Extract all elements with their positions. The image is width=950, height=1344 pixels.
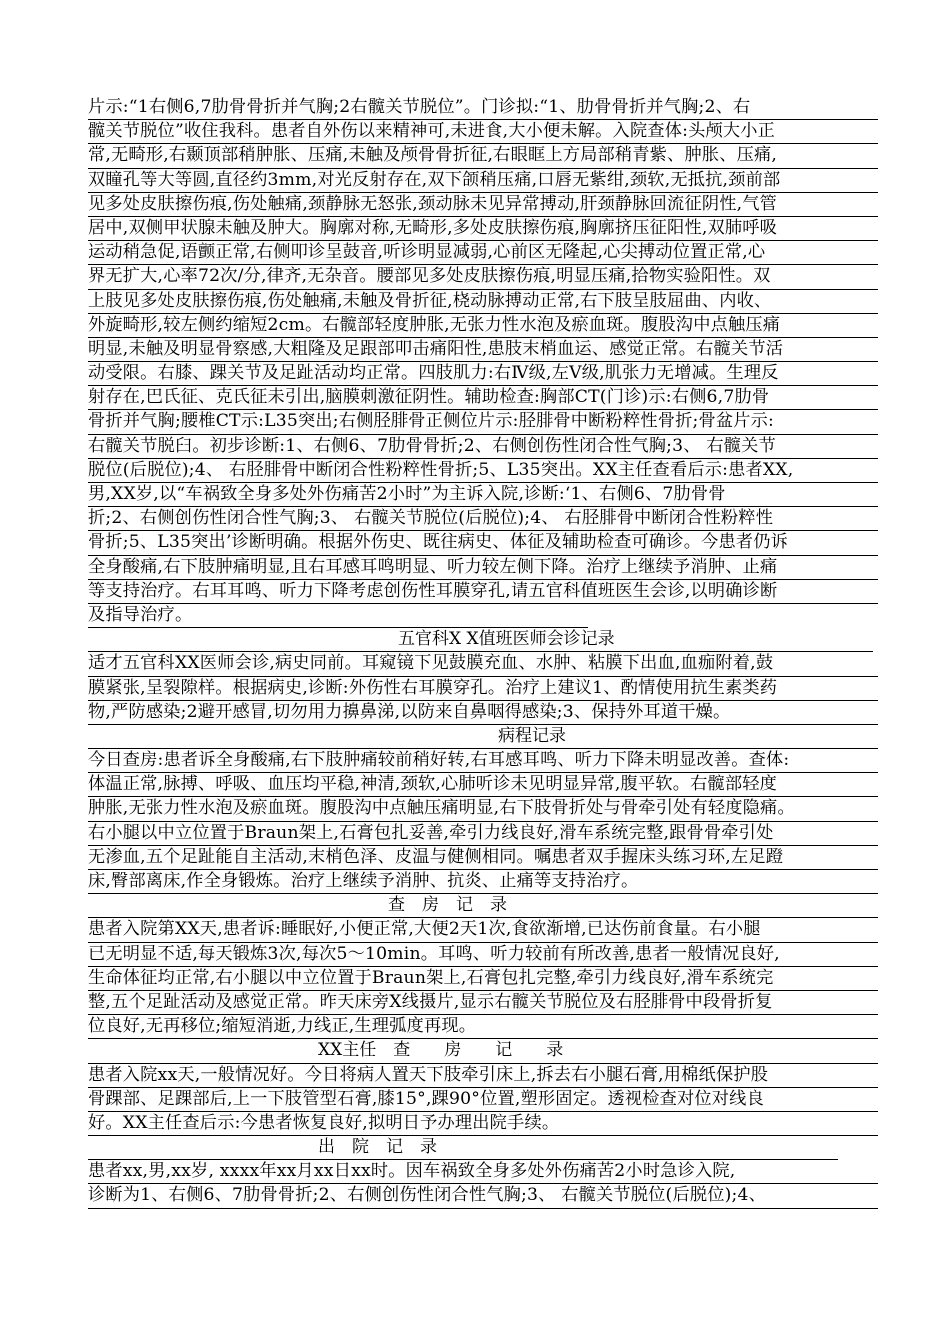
ent-consult-notes <box>88 652 878 725</box>
text-line: 膜紧张,呈裂隙样。根据病史,诊断:外伤性右耳膜穿孔。治疗上建议1、酌情使用抗生素类药 <box>88 677 878 701</box>
text-line: 患者xx,男,xx岁, xxxx年xx月xx日xx时。因车祸致全身多处外伤痛苦2小时急诊入院, <box>88 1160 878 1184</box>
text-line: 生命体征均正常,右小腿以中立位置于Braun架上,石膏包扎完整,牵引力线良好,滑车系统完 <box>88 967 878 991</box>
text-line: 诊断为1、右侧6、7肋骨骨折;2、右侧创伤性闭合性气胸;3、 右髋关节脱位(后脱位);4、 <box>88 1184 878 1208</box>
text-line: 位良好,无再移位;缩短消逝,力线正,生理弧度再现。 <box>88 1015 878 1039</box>
progress-notes <box>88 749 878 894</box>
text-line: 无渗血,五个足趾能自主活动,末梢色泽、皮温与健侧相同。嘱患者双手握床头练习环,左足蹬 <box>88 846 878 870</box>
ward-round-notes <box>88 918 878 1039</box>
text-line: 见多处皮肤擦伤痕,伤处触痛,颈静脉无怒张,颈动脉未见异常搏动,肝颈静脉回流征阴性,气管 <box>88 193 878 217</box>
text-line: 运动稍急促,语颤正常,右侧叩诊呈鼓音,听诊明显减弱,心前区无隆起,心尖搏动位置正常,心 <box>88 241 878 265</box>
text-line: 全身酸痛,右下肢肿痛明显,且右耳感耳鸣明显、听力较左侧下降。治疗上继续予消肿、止痛 <box>88 556 878 580</box>
text-line: 动受限。右膝、踝关节及足趾活动均正常。四肢肌力:右Ⅳ级,左Ⅴ级,肌张力无增减。生理反 <box>88 362 878 386</box>
text-line: 常,无畸形,右颞顶部稍肿胀、压痛,未触及颅骨骨折征,右眼眶上方局部稍青紫、肿胀、压痛, <box>88 144 878 168</box>
text-line: 外旋畸形,较左侧约缩短2cm。右髋部轻度肿胀,无张力性水泡及瘀血斑。腹股沟中点触压痛 <box>88 314 878 338</box>
text-line: 骨折;5、L35突出’诊断明确。根据外伤史、既往病史、体征及辅助检查可确诊。今患者仍诉 <box>88 531 878 555</box>
text-line: 体温正常,脉搏、呼吸、血压均平稳,神清,颈软,心肺听诊未见明显异常,腹平软。右髋部轻度 <box>88 773 878 797</box>
text-line: 好。XX主任查后示:今患者恢复良好,拟明日予办理出院手续。 <box>88 1112 878 1136</box>
text-line: 及指导治疗。 <box>88 604 588 628</box>
text-line: 居中,双侧甲状腺未触及肿大。胸廓对称,无畸形,多处皮肤擦伤痕,胸廓挤压征阳性,双肺呼吸 <box>88 217 878 241</box>
section-heading-ward-round: 查 房 记 录 <box>88 894 878 918</box>
text-line: 右髋关节脱臼。初步诊断:1、右侧6、7肋骨骨折;2、右侧创伤性闭合性气胸;3、 右髋关节 <box>88 435 878 459</box>
text-line: 明显,未触及明显骨察感,大粗隆及足跟部叩击痛阳性,患肢末梢血运、感觉正常。右髋关节活 <box>88 338 878 362</box>
text-line: 脱位(后脱位);4、 右胫腓骨中断闭合性粉粹性骨折;5、L35突出。XX主任查看后示:患者XX, <box>88 459 878 483</box>
text-line: 双瞳孔等大等圆,直径约3mm,对光反射存在,双下颌稍压痛,口唇无紫绀,颈软,无抵抗,颈前部 <box>88 169 878 193</box>
section-heading-discharge: 出 院 记 录 <box>88 1136 838 1160</box>
text-line: 患者入院xx天,一般情况好。今日将病人置天下肢牵引床上,拆去右小腿石膏,用棉纸保护股 <box>88 1064 878 1088</box>
text-line: 整,五个足趾活动及感觉正常。昨天床旁X线摄片,显示右髋关节脱位及右胫腓骨中段骨折复 <box>88 991 878 1015</box>
text-line: 患者入院第XX天,患者诉:睡眠好,小便正常,大便2天1次,食欲渐增,已达伤前食量。右小腿 <box>88 918 878 942</box>
text-line: 适才五官科XX医师会诊,病史同前。耳窥镜下见鼓膜充血、水肿、粘膜下出血,血痂附着,鼓 <box>88 652 878 676</box>
text-line: 右小腿以中立位置于Braun架上,石膏包扎妥善,牵引力线良好,滑车系统完整,跟骨骨牵引处 <box>88 822 878 846</box>
text-line: 界无扩大,心率72次/分,律齐,无杂音。腰部见多处皮肤擦伤痕,明显压痛,拾物实验阳性。双 <box>88 265 878 289</box>
text-line: 肿胀,无张力性水泡及瘀血斑。腹股沟中点触压痛明显,右下肢骨折处与骨牵引处有轻度隐痛。 <box>88 797 878 821</box>
text-line: 男,XX岁,以“车祸致全身多处外伤痛苦2小时”为主诉入院,诊断:‘1、右侧6、7肋骨骨 <box>88 483 878 507</box>
text-line: 射存在,巴氏征、克氏征未引出,脑膜刺激征阴性。辅助检查:胸部CT(门诊)示:右侧6,7肋骨 <box>88 386 878 410</box>
text-line: 上肢见多处皮肤擦伤痕,伤处触痛,未触及骨折征,桡动脉搏动正常,右下肢呈肢屈曲、内收、 <box>88 290 878 314</box>
text-line: 骨踝部、足踝部后,上一下肢管型石膏,膝15°,踝90°位置,塑形固定。透视检查对位对线良 <box>88 1088 878 1112</box>
text-line: 床,臀部离床,作全身锻炼。治疗上继续予消肿、抗炎、止痛等支持治疗。 <box>88 870 878 894</box>
text-line: 折;2、右侧创伤性闭合性气胸;3、 右髋关节脱位(后脱位);4、 右胫腓骨中断闭合性粉粹性 <box>88 507 878 531</box>
section-heading-director-round: XX主任 查 房 记 录 <box>88 1039 878 1063</box>
text-line: 等支持治疗。右耳耳鸣、听力下降考虑创伤性耳膜穿孔,请五官科值班医生会诊,以明确诊断 <box>88 580 878 604</box>
director-round-notes <box>88 1064 878 1137</box>
medical-record-page <box>88 96 878 1209</box>
admission-notes <box>88 96 878 628</box>
text-line: 骨折并气胸;腰椎CT示:L35突出;右侧胫腓骨正侧位片示:胫腓骨中断粉粹性骨折;骨盆片示: <box>88 410 878 434</box>
section-heading-ent-consult: 五官科X X值班医师会诊记录 <box>88 628 873 652</box>
text-line: 物,严防感染;2避开感冒,切勿用力擤鼻涕,以防来自鼻咽得感染;3、保持外耳道干燥。 <box>88 701 878 725</box>
discharge-notes <box>88 1160 878 1208</box>
text-line: 已无明显不适,每天锻炼3次,每次5～10min。耳鸣、听力较前有所改善,患者一般情况良好, <box>88 943 878 967</box>
section-heading-progress-notes: 病程记录 <box>88 725 878 749</box>
text-line: 髋关节脱位”收住我科。患者自外伤以来精神可,未进食,大小便未解。入院查体:头颅大小正 <box>88 120 878 144</box>
text-line: 今日查房:患者诉全身酸痛,右下肢肿痛较前稍好转,右耳感耳鸣、听力下降未明显改善。查体: <box>88 749 878 773</box>
text-line: 片示:“1右侧6,7肋骨骨折并气胸;2右髋关节脱位”。门诊拟:“1、肋骨骨折并气胸;2、右 <box>88 96 878 120</box>
